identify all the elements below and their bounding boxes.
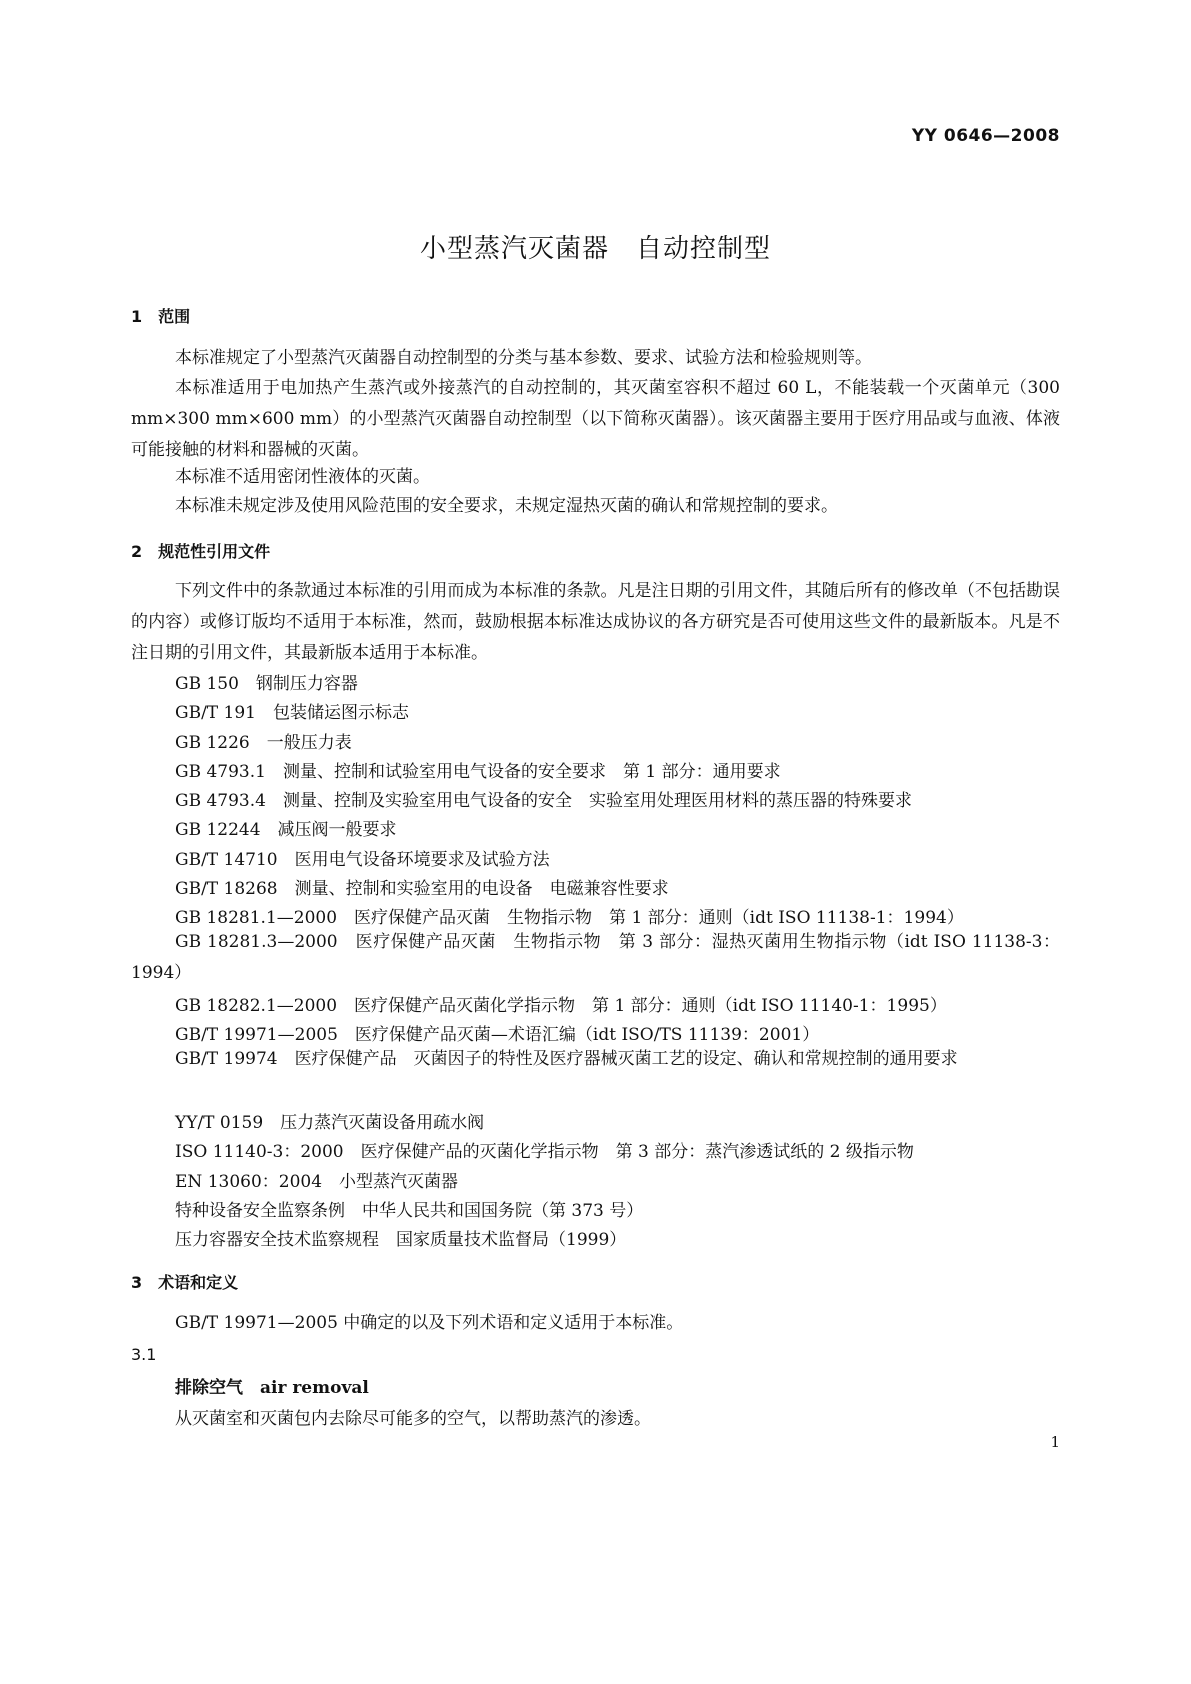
reference-item: ISO 11140-3：2000 医疗保健产品的灭菌化学指示物 第 3 部分：蒸汽渗透试纸的 2 级指示物: [175, 1142, 914, 1162]
section-2-heading: 2 规范性引用文件: [131, 542, 271, 561]
section-1-paragraph-3: 本标准不适用密闭性液体的灭菌。: [175, 467, 430, 487]
clause-number: 3.1: [131, 1345, 157, 1364]
section-1-paragraph-1: 本标准规定了小型蒸汽灭菌器自动控制型的分类与基本参数、要求、试验方法和检验规则等。: [175, 348, 872, 368]
reference-item: EN 13060：2004 小型蒸汽灭菌器: [175, 1172, 459, 1192]
section-3-intro: GB/T 19971—2005 中确定的以及下列术语和定义适用于本标准。: [175, 1313, 684, 1333]
reference-item: GB 1226 一般压力表: [175, 733, 352, 753]
section-1-heading: 1 范围: [131, 307, 191, 326]
term-definition: 从灭菌室和灭菌包内去除尽可能多的空气，以帮助蒸汽的渗透。: [175, 1409, 651, 1429]
reference-item: GB/T 19974 医疗保健产品 灭菌因子的特性及医疗器械灭菌工艺的设定、确认和常规控制的通用要求: [175, 1049, 958, 1069]
standard-code: YY 0646—2008: [911, 126, 1060, 146]
reference-item: YY/T 0159 压力蒸汽灭菌设备用疏水阀: [175, 1113, 485, 1133]
page-number: 1: [1050, 1433, 1060, 1451]
document-title: 小型蒸汽灭菌器 自动控制型: [419, 234, 771, 264]
reference-item: GB/T 191 包装储运图示标志: [175, 703, 409, 723]
reference-item: GB/T 19971—2005 医疗保健产品灭菌—术语汇编（idt ISO/TS 11139：2001）: [175, 1025, 820, 1045]
reference-item: GB/T 18268 测量、控制和实验室用的电设备 电磁兼容性要求: [175, 879, 669, 899]
reference-item: 压力容器安全技术监察规程 国家质量技术监督局（1999）: [175, 1230, 627, 1250]
section-1-paragraph-4: 本标准未规定涉及使用风险范围的安全要求，未规定湿热灭菌的确认和常规控制的要求。: [175, 496, 838, 516]
reference-item: GB 18282.1—2000 医疗保健产品灭菌化学指示物 第 1 部分：通则（idt ISO 11140-1：1995）: [175, 996, 947, 1016]
reference-item: GB/T 14710 医用电气设备环境要求及试验方法: [175, 850, 550, 870]
reference-item: GB 150 钢制压力容器: [175, 674, 358, 694]
section-2-intro: 下列文件中的条款通过本标准的引用而成为本标准的条款。凡是注日期的引用文件，其随后所有的修改单（不包括勘误的内容）或修订版均不适用于本标准，然而，鼓励根据本标准达成协议的各方研究是否可使用这些文件的最新版本。凡是不注日期的引用文件，其最新版本适用于本标准。: [131, 581, 1060, 663]
reference-item: GB 12244 减压阀一般要求: [175, 820, 397, 840]
reference-item: GB 18281.1—2000 医疗保健产品灭菌 生物指示物 第 1 部分：通则（idt ISO 11138-1：1994）: [175, 908, 964, 928]
reference-item: 特种设备安全监察条例 中华人民共和国国务院（第 373 号）: [175, 1201, 644, 1221]
section-3-heading: 3 术语和定义: [131, 1273, 239, 1292]
section-1-paragraph-2: 本标准适用于电加热产生蒸汽或外接蒸汽的自动控制的，其灭菌室容积不超过 60 L，不能装载一个灭菌单元（300 mm×300 mm×600 mm）的小型蒸汽灭菌器自动控制型（以下简称灭菌器）。该灭菌器主要用于医疗用品或与血液、体液可能接触的材料和器械的灭菌。: [131, 378, 1060, 460]
reference-item: GB 4793.4 测量、控制及实验室用电气设备的安全 实验室用处理医用材料的蒸压器的特殊要求: [175, 791, 912, 811]
reference-item: GB 4793.1 测量、控制和试验室用电气设备的安全要求 第 1 部分：通用要求: [175, 762, 781, 782]
term-heading: 排除空气 air removal: [175, 1378, 369, 1398]
reference-item: GB 18281.3—2000 医疗保健产品灭菌 生物指示物 第 3 部分：湿热灭菌用生物指示物（idt ISO 11138-3：1994）: [131, 932, 1060, 983]
